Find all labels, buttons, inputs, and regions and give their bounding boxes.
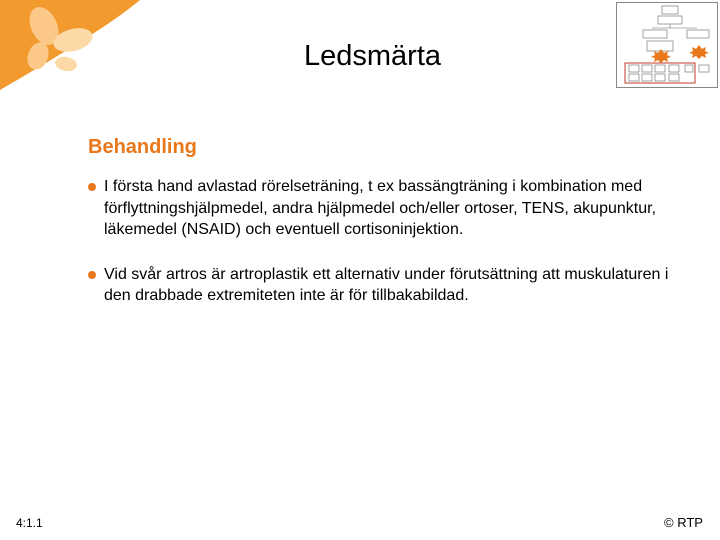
section-heading: Behandling — [88, 136, 197, 158]
bullet-item — [88, 176, 688, 241]
slide-number: 4:1.1 — [16, 516, 43, 530]
bullet-item — [88, 264, 688, 307]
bullet-dot-icon — [88, 271, 96, 279]
bullet-dot-icon — [88, 183, 96, 191]
corner-decoration — [0, 0, 140, 95]
copyright: © RTP — [664, 515, 703, 530]
bullet-text: Vid svår artros är artroplastik ett alternativ under förutsättning att muskulaturen i den drabbade extremiteten inte är för tillbakabildad. — [104, 265, 669, 304]
slide-title: Ledsmärta — [303, 40, 441, 72]
bullet-text: I första hand avlastad rörelseträning, t ex bassängträning i kombination med förflyttningshjälpmedel, andra hjälpmedel och/eller ortoser, TENS, akupunktur, läkemedel (NSAID) och eventuell cortisoninjektion. — [104, 178, 657, 238]
flowchart-thumbnail — [616, 2, 718, 88]
bullet-list — [88, 176, 688, 330]
